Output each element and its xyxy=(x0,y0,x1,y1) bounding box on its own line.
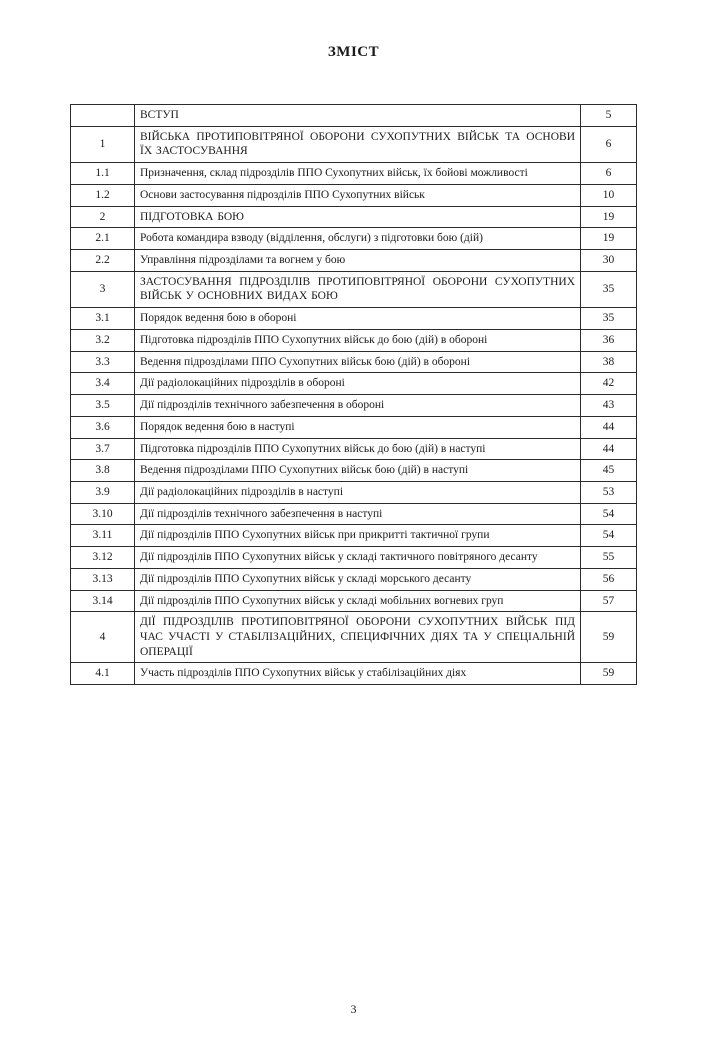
toc-entry-title[interactable]: ВІЙСЬКА ПРОТИПОВІТРЯНОЇ ОБОРОНИ СУХОПУТНИХ ВІЙСЬК ТА ОСНОВИ ЇХ ЗАСТОСУВАННЯ xyxy=(135,126,581,162)
toc-section-number: 3.12 xyxy=(71,547,135,569)
toc-entry-page: 6 xyxy=(581,163,637,185)
toc-section-number: 3.10 xyxy=(71,503,135,525)
table-row xyxy=(71,206,637,228)
table-of-contents xyxy=(70,104,637,685)
toc-section-number xyxy=(71,105,135,127)
toc-section-number: 3.9 xyxy=(71,481,135,503)
table-row xyxy=(71,228,637,250)
toc-entry-page: 44 xyxy=(581,438,637,460)
toc-section-number: 4 xyxy=(71,612,135,663)
toc-section-number: 1.2 xyxy=(71,184,135,206)
toc-entry-title[interactable]: Дії підрозділів ППО Сухопутних військ у складі морського десанту xyxy=(135,568,581,590)
toc-section-number: 3.13 xyxy=(71,568,135,590)
table-row xyxy=(71,547,637,569)
toc-entry-page: 59 xyxy=(581,663,637,685)
toc-entry-title[interactable]: ПІДГОТОВКА БОЮ xyxy=(135,206,581,228)
toc-section-number: 2.1 xyxy=(71,228,135,250)
toc-entry-title[interactable]: Дії підрозділів технічного забезпечення в наступі xyxy=(135,503,581,525)
toc-entry-title[interactable]: ВСТУП xyxy=(135,105,581,127)
table-row xyxy=(71,250,637,272)
toc-section-number: 1 xyxy=(71,126,135,162)
toc-entry-title[interactable]: ДІЇ ПІДРОЗДІЛІВ ПРОТИПОВІТРЯНОЇ ОБОРОНИ СУХОПУТНИХ ВІЙСЬК ПІД ЧАС УЧАСТІ У СТАБІЛІЗАЦІЙНИХ, СПЕЦИФІЧНИХ ДІЯХ ТА У СПЕЦІАЛЬНІЙ ОПЕРАЦІЇ xyxy=(135,612,581,663)
toc-entry-title[interactable]: ЗАСТОСУВАННЯ ПІДРОЗДІЛІВ ПРОТИПОВІТРЯНОЇ ОБОРОНИ СУХОПУТНИХ ВІЙСЬК У ОСНОВНИХ ВИДАХ БОЮ xyxy=(135,271,581,307)
toc-entry-title[interactable]: Ведення підрозділами ППО Сухопутних військ бою (дій) в обороні xyxy=(135,351,581,373)
table-row xyxy=(71,105,637,127)
toc-entry-title[interactable]: Порядок ведення бою в наступі xyxy=(135,416,581,438)
toc-entry-page: 53 xyxy=(581,481,637,503)
toc-entry-title[interactable]: Дії підрозділів технічного забезпечення в обороні xyxy=(135,395,581,417)
table-row xyxy=(71,329,637,351)
toc-section-number: 1.1 xyxy=(71,163,135,185)
table-row xyxy=(71,568,637,590)
table-row xyxy=(71,416,637,438)
toc-entry-title[interactable]: Управління підрозділами та вогнем у бою xyxy=(135,250,581,272)
toc-entry-page: 56 xyxy=(581,568,637,590)
table-row xyxy=(71,308,637,330)
toc-entry-title[interactable]: Підготовка підрозділів ППО Сухопутних військ до бою (дій) в наступі xyxy=(135,438,581,460)
toc-entry-page: 5 xyxy=(581,105,637,127)
toc-entry-title[interactable]: Робота командира взводу (відділення, обслуги) з підготовки бою (дій) xyxy=(135,228,581,250)
toc-section-number: 3 xyxy=(71,271,135,307)
toc-section-number: 3.5 xyxy=(71,395,135,417)
toc-entry-page: 55 xyxy=(581,547,637,569)
toc-entry-title[interactable]: Дії радіолокаційних підрозділів в наступі xyxy=(135,481,581,503)
table-row xyxy=(71,612,637,663)
page-title: ЗМІСТ xyxy=(327,44,380,60)
toc-entry-title[interactable]: Дії радіолокаційних підрозділів в обороні xyxy=(135,373,581,395)
toc-entry-page: 35 xyxy=(581,308,637,330)
toc-section-number: 3.1 xyxy=(71,308,135,330)
toc-entry-page: 38 xyxy=(581,351,637,373)
toc-entry-title[interactable]: Дії підрозділів ППО Сухопутних військ при прикритті тактичної групи xyxy=(135,525,581,547)
toc-entry-page: 54 xyxy=(581,525,637,547)
toc-section-number: 3.14 xyxy=(71,590,135,612)
table-row xyxy=(71,525,637,547)
toc-entry-page: 35 xyxy=(581,271,637,307)
toc-section-number: 2.2 xyxy=(71,250,135,272)
page-number: 3 xyxy=(350,1002,357,1016)
toc-entry-page: 57 xyxy=(581,590,637,612)
toc-table xyxy=(70,104,637,685)
toc-entry-page: 19 xyxy=(581,206,637,228)
table-row xyxy=(71,163,637,185)
toc-entry-title[interactable]: Підготовка підрозділів ППО Сухопутних військ до бою (дій) в обороні xyxy=(135,329,581,351)
toc-entry-page: 54 xyxy=(581,503,637,525)
table-row xyxy=(71,663,637,685)
table-row xyxy=(71,271,637,307)
toc-entry-title[interactable]: Дії підрозділів ППО Сухопутних військ у складі мобільних вогневих груп xyxy=(135,590,581,612)
table-row xyxy=(71,351,637,373)
toc-entry-page: 6 xyxy=(581,126,637,162)
toc-entry-title[interactable]: Участь підрозділів ППО Сухопутних військ у стабілізаційних діях xyxy=(135,663,581,685)
toc-entry-page: 59 xyxy=(581,612,637,663)
toc-entry-title[interactable]: Основи застосування підрозділів ППО Сухопутних військ xyxy=(135,184,581,206)
table-row xyxy=(71,373,637,395)
toc-entry-page: 30 xyxy=(581,250,637,272)
toc-entry-title[interactable]: Порядок ведення бою в обороні xyxy=(135,308,581,330)
toc-entry-page: 44 xyxy=(581,416,637,438)
toc-entry-title[interactable]: Дії підрозділів ППО Сухопутних військ у складі тактичного повітряного десанту xyxy=(135,547,581,569)
table-row xyxy=(71,590,637,612)
toc-section-number: 3.11 xyxy=(71,525,135,547)
toc-section-number: 3.8 xyxy=(71,460,135,482)
toc-section-number: 3.4 xyxy=(71,373,135,395)
table-row xyxy=(71,126,637,162)
toc-entry-title[interactable]: Ведення підрозділами ППО Сухопутних військ бою (дій) в наступі xyxy=(135,460,581,482)
table-row xyxy=(71,438,637,460)
document-page xyxy=(0,44,707,1044)
table-row xyxy=(71,184,637,206)
table-row xyxy=(71,503,637,525)
toc-section-number: 3.6 xyxy=(71,416,135,438)
toc-section-number: 3.7 xyxy=(71,438,135,460)
toc-entry-page: 10 xyxy=(581,184,637,206)
toc-entry-page: 45 xyxy=(581,460,637,482)
toc-entry-page: 43 xyxy=(581,395,637,417)
toc-section-number: 4.1 xyxy=(71,663,135,685)
toc-section-number: 3.2 xyxy=(71,329,135,351)
toc-entry-page: 36 xyxy=(581,329,637,351)
toc-entry-page: 19 xyxy=(581,228,637,250)
toc-section-number: 3.3 xyxy=(71,351,135,373)
toc-entry-page: 42 xyxy=(581,373,637,395)
toc-table-body xyxy=(71,105,637,685)
table-row xyxy=(71,481,637,503)
toc-entry-title[interactable]: Призначення, склад підрозділів ППО Сухопутних військ, їх бойові можливості xyxy=(135,163,581,185)
toc-section-number: 2 xyxy=(71,206,135,228)
table-row xyxy=(71,395,637,417)
table-row xyxy=(71,460,637,482)
